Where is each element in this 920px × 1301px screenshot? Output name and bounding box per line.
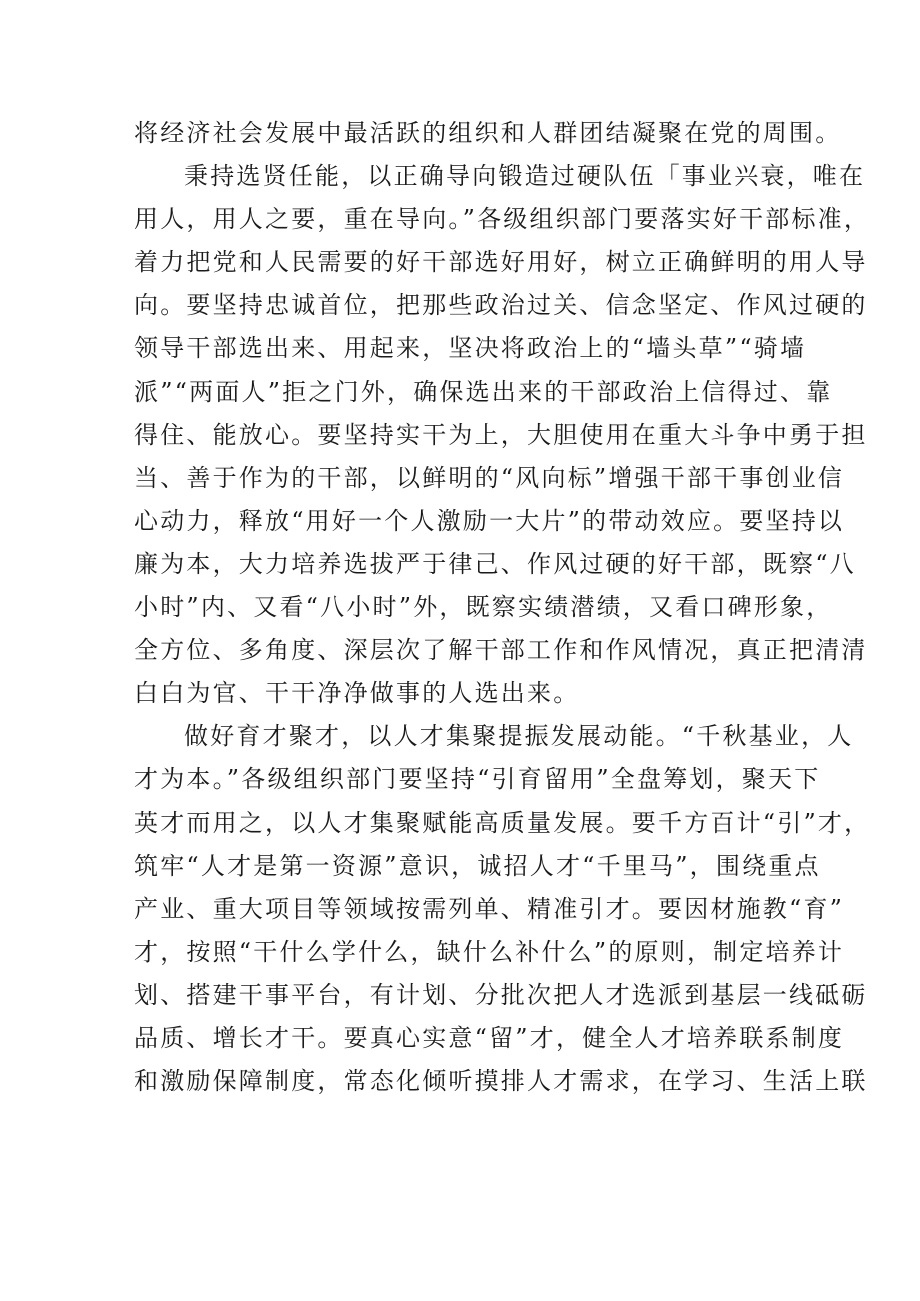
text-line: 和激励保障制度，常态化倾听摸排人才需求，在学习、生活上联 — [134, 1067, 868, 1096]
text-line: 英才而用之，以人才集聚赋能高质量发展。要千方百计“引”才， — [134, 808, 871, 837]
text-line: 才为本。”各级组织部门要坚持“引育留用”全盘筹划，聚天下 — [134, 765, 821, 794]
text-line: 心动力，释放“用好一个人激励一大片”的带动效应。要坚持以 — [134, 506, 845, 535]
text-line: 着力把党和人民需要的好干部选好用好，树立正确鲜明的用人导 — [134, 248, 868, 277]
text-line: 才，按照“干什么学什么，缺什么补什么”的原则，制定培养计 — [134, 937, 845, 966]
text-line: 筑牢“人才是第一资源”意识，诚招人才“千里马”，围绕重点 — [134, 851, 821, 880]
text-line: 当、善于作为的干部，以鲜明的“风向标”增强干部干事创业信 — [134, 463, 845, 492]
text-line: 小时”内、又看“八小时”外，既察实绩潜绩，又看口碑形象， — [134, 593, 833, 622]
text-line: 全方位、多角度、深层次了解干部工作和作风情况，真正把清清 — [134, 636, 868, 665]
text-line: 向。要坚持忠诚首位，把那些政治过关、信念坚定、作风过硬的 — [134, 291, 868, 320]
text-line: 白白为官、干干净净做事的人选出来。 — [134, 679, 580, 708]
text-line: 将经济社会发展中最活跃的组织和人群团结凝聚在党的周围。 — [134, 119, 842, 147]
text-line: 用人，用人之要，重在导向。”各级组织部门要落实好干部标准， — [134, 205, 871, 234]
paragraph-start-line: 做好育才聚才，以人才集聚提振发展动能。“千秋基业，人 — [184, 722, 854, 751]
text-line: 品质、增长才干。要真心实意“留”才，健全人才培养联系制度 — [134, 1023, 845, 1052]
text-line: 得住、能放心。要坚持实干为上，大胆使用在重大斗争中勇于担 — [134, 420, 868, 449]
text-line: 领导干部选出来、用起来，坚决将政治上的“墙头草”“骑墙 — [134, 334, 807, 363]
paragraph-start-line: 秉持选贤任能，以正确导向锻造过硬队伍「事业兴衰，唯在 — [184, 162, 866, 191]
text-line: 廉为本，大力培养选拔严于律己、作风过硬的好干部，既察“八 — [134, 549, 856, 578]
text-line: 产业、重大项目等领域按需列单、精准引才。要因材施教“育” — [134, 894, 845, 923]
text-line: 派”“两面人”拒之门外，确保选出来的干部政治上信得过、靠 — [134, 377, 833, 406]
document-body — [134, 112, 871, 1103]
text-line: 划、搭建干事平台，有计划、分批次把人才选派到基层一线砥砺 — [134, 980, 868, 1009]
